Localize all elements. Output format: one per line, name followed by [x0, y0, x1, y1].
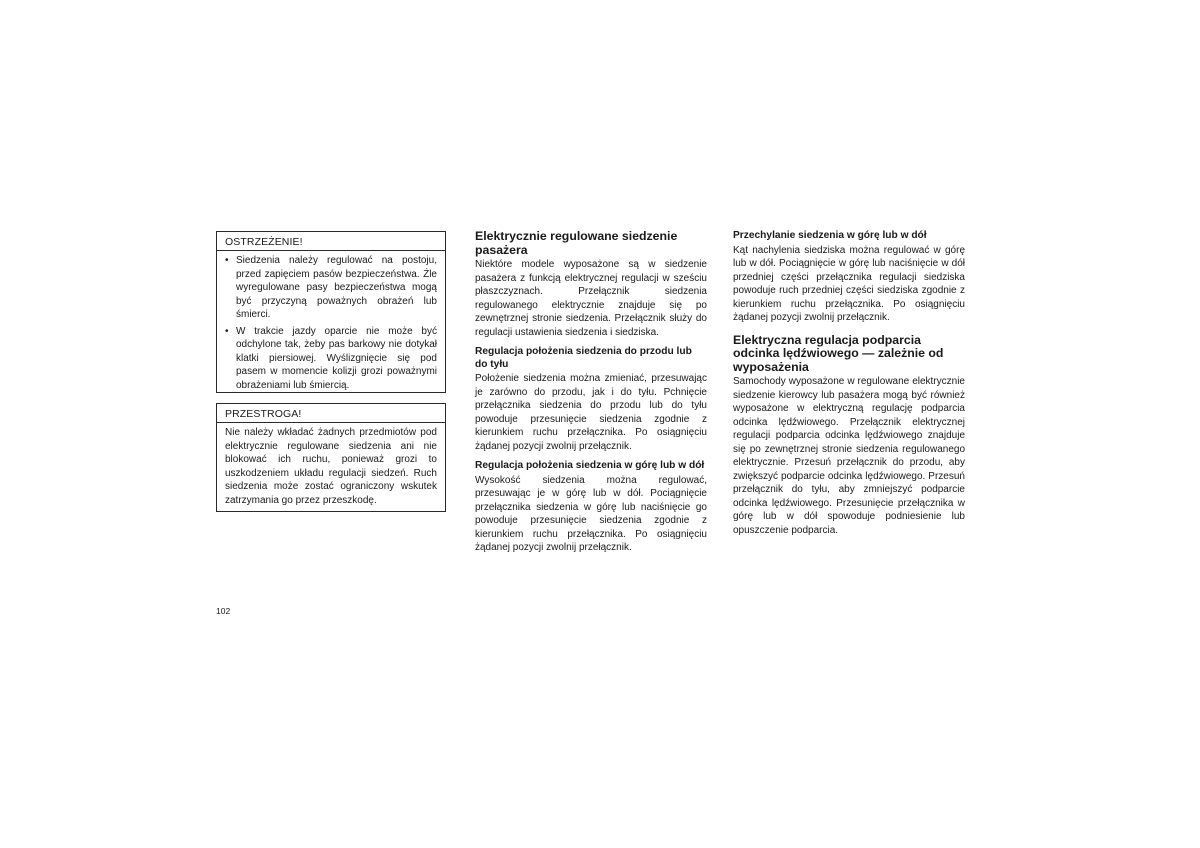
warning-body — [217, 251, 445, 400]
subsection-title-forward-back: Regulacja położenia siedzenia do przodu lub do tyłu — [475, 346, 692, 370]
caution-title: PRZESTROGA! — [217, 404, 445, 423]
section-heading-passenger-seat: Elektrycznie regulowane siedzenie pasażera — [475, 229, 678, 257]
middle-column — [475, 230, 707, 555]
warning-bullet-text: Siedzenia należy regulować na postoju, przed zapięciem pasów bezpieczeństwa. Źle wyregulowane pasy bezpieczeństwa mogą być przyczyną poważnych obrażeń lub śmierci. — [236, 255, 437, 320]
caution-body: Nie należy wkładać żadnych przedmiotów pod elektrycznie regulowane siedzenia ani nie blokować ich ruchu, ponieważ grozi to uszkodzeniem układu regulacji siedzeń. Ruch siedzenia może zostać ograniczony wskutek zatrzymania go przez przeszkodę. — [225, 427, 437, 506]
section-text-lumbar: Samochody wyposażone w regulowane elektrycznie siedzenie kierowcy lub pasażera mogą być również wyposażone w elektryczną regulację podparcia odcinka lędźwiowego. Przełącznik elektrycznej regulacji podparcia odcinka lędźwiowego znajduje się po zewnętrznej stronie siedzenia regulowanego elektrycznie. Przesuń przełącznik do przodu, aby zwiększyć podparcie odcinka lędźwiowego. Przesuń przełącznik do tyłu, aby zmniejszyć podparcie odcinka lędźwiowego. Przesunięcie przełącznika w górę lub w dół spowoduje podniesienie lub opuszczenie podparcia. — [733, 376, 965, 536]
section-intro: Niektóre modele wyposażone są w siedzenie pasażera z funkcją elektrycznej regulacji w sześciu płaszczyznach. Przełącznik siedzenia regulowanego elektrycznie znajduje się po zewnętrznej stronie siedzenia. Przełącznik służy do regulacji ustawienia siedzenia i siedziska. — [475, 259, 707, 338]
subsection-text-up-down: Wysokość siedzenia można regulować, przesuwając je w górę lub w dół. Pociągnięcie przełącznika siedzenia w górę lub naciśnięcie go powoduje przesunięcie siedzenia zgodnie z kierunkiem ruchu przełącznika. Po osiągnięciu żądanej pozycji zwolnij przełącznik. — [475, 474, 707, 553]
right-column — [733, 230, 965, 537]
bullet-icon: • — [225, 325, 229, 337]
warning-bullet — [225, 254, 437, 322]
subsection-text-forward-back: Położenie siedzenia można zmieniać, przesuwając je zarówno do przodu, jak i do tyłu. Pchnięcie przełącznika siedzenia do przodu lub do tyłu powoduje przesunięcie siedzenia zgodnie z kierunkiem ruchu przełącznika. Po osiągnięciu żądanej pozycji zwolnij przełącznik. — [475, 373, 707, 452]
subsection-text-tilt: Kąt nachylenia siedziska można regulować w górę lub w dół. Pociągnięcie w górę lub naciśnięcie w dół przedniej części przełącznika regulacji siedziska powoduje ruch przedniej części siedziska zgodnie z kierunkiem ruchu przełącznika. Po osiągnięciu żądanej pozycji zwolnij przełącznik. — [733, 244, 965, 323]
warning-bullet — [225, 325, 437, 393]
subsection-title-tilt: Przechylanie siedzenia w górę lub w dół — [733, 230, 927, 241]
warning-bullet-text: W trakcie jazdy oparcie nie może być odchylone tak, żeby pas barkowy nie dotykał klatki piersiowej. Wyślizgnięcie się pod pasem w momencie kolizji grozi poważnymi obrażeniami lub śmiercią. — [236, 325, 437, 391]
caution-box — [216, 403, 446, 512]
subsection-title-up-down: Regulacja położenia siedzenia w górę lub w dół — [475, 460, 705, 471]
section-heading-lumbar: Elektryczna regulacja podparcia odcinka lędźwiowego — zależnie od wyposażenia — [733, 332, 944, 374]
bullet-icon: • — [225, 255, 229, 266]
page-number: 102 — [216, 606, 231, 616]
warning-box — [216, 231, 446, 393]
warning-title: OSTRZEŻENIE! — [217, 232, 445, 251]
